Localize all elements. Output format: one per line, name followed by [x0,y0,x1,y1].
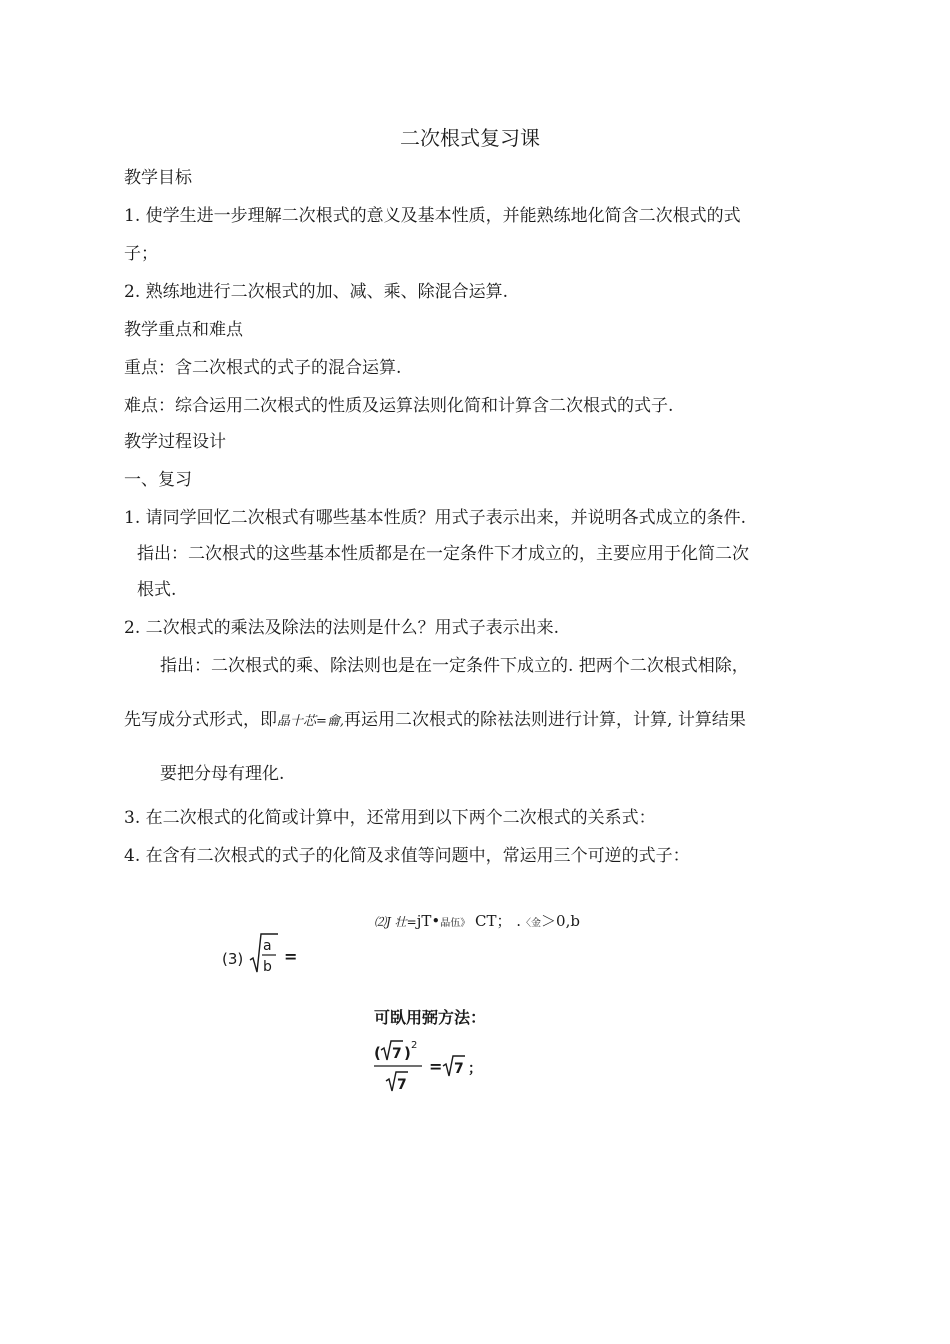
example-formula [372,1038,492,1096]
objective-1-line-1: 1. 使学生进一步理解二次根式的意义及基本性质，并能熟练地化简含二次根式的式 [124,206,741,226]
svg-text:): ) [404,1044,411,1062]
formula-2-dot: . [516,912,522,930]
example-semicolon: ； [468,1061,482,1077]
review-heading: 一、复习 [124,470,192,490]
formula-2-label: ⑵J 壮= [374,915,417,929]
result-radicand: 7 [454,1061,464,1077]
question-4: 4. 在含有二次根式的式子的化简及求值等问题中，常运用三个可逆的式子： [124,846,690,866]
page-title: 二次根式复习课 [400,126,540,150]
question-2-note-line-1: 指出：二次根式的乘、除法则也是在一定条件下成立的. 把两个二次根式相除， [160,656,749,676]
inline-formula: 晶十芯=龠, [277,714,345,729]
svg-text:(: ( [374,1044,381,1062]
formula-2-cond: ＞0,b [541,912,580,930]
formula-2-mid: jT• [416,912,441,930]
formula-3-denominator: b [263,959,272,975]
key-points-heading: 教学重点和难点 [124,320,243,340]
formula-2-small: 晶伍》 [440,918,471,929]
question-2-note-line-3: 要把分母有理化. [160,764,285,784]
exponent: 2 [411,1040,418,1051]
objective-1-line-2: 子； [124,244,158,264]
question-1-note-line-2: 根式. [137,580,177,600]
formula-3-equals: = [284,947,298,966]
question-1-note-line-1: 指出：二次根式的这些基本性质都是在一定条件下才成立的，主要应用于化简二次 [137,544,749,564]
question-1: 1. 请同学回忆二次根式有哪些基本性质？用式子表示出来，并说明各式成立的条件. [124,508,747,528]
formula-3-sqrt-fraction [222,928,302,984]
denominator-radicand: 7 [397,1077,407,1093]
question-3: 3. 在二次根式的化简或计算中，还常用到以下两个二次根式的关系式： [124,808,656,828]
note-prefix: 先写成分式形式，即 [124,710,277,730]
difficult-point: 难点：综合运用二次根式的性质及运算法则化简和计算含二次根式的式子. [124,396,674,416]
key-point: 重点：含二次根式的式子的混合运算. [124,358,402,378]
formula-3-label: (3) [222,950,244,968]
example-equals: = [429,1057,443,1076]
formula-3-numerator: a [263,938,272,954]
objective-2: 2. 熟练地进行二次根式的加、减、乘、除混合运算. [124,282,509,302]
question-2: 2. 二次根式的乘法及除法的法则是什么？用式子表示出来. [124,618,560,638]
objectives-heading: 教学目标 [124,168,192,188]
formula-2 [374,910,580,931]
method-note: 可臥用弼方法： [374,1008,487,1027]
process-heading: 教学过程设计 [124,432,226,452]
formula-2-cond-small: 〈金 [521,918,542,929]
numerator-radicand: 7 [392,1046,402,1062]
formula-2-post: CT； [474,912,512,930]
note-suffix: 再运用二次根式的除袪法则进行计算，计算, 计算结果 [344,710,746,730]
question-2-note-line-2 [124,708,746,734]
